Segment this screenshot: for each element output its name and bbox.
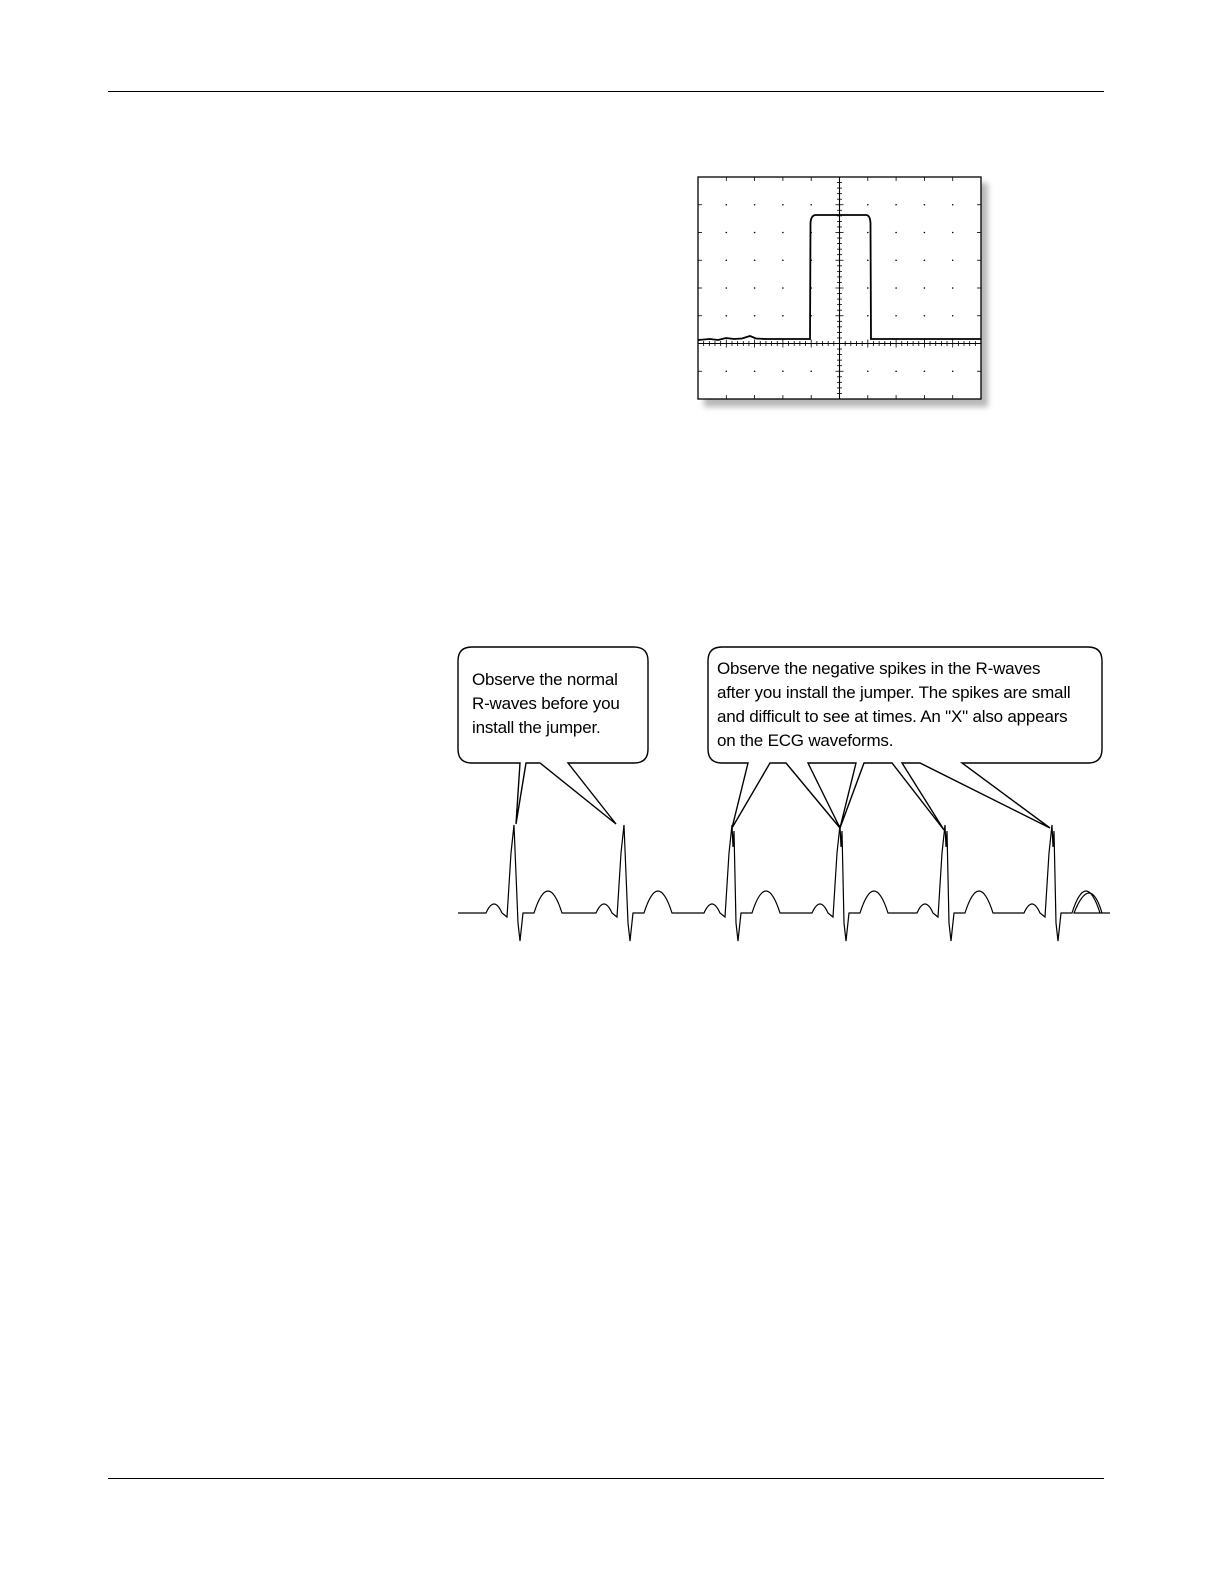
graticule-dot	[924, 287, 926, 289]
graticule-dot	[895, 287, 897, 289]
callout-spikes-text	[717, 657, 1070, 753]
graticule-dot	[952, 343, 954, 345]
graticule-dot	[924, 315, 926, 317]
graticule-dot	[895, 259, 897, 261]
graticule-dot	[924, 259, 926, 261]
graticule-dot	[782, 287, 784, 289]
graticule-dot	[839, 287, 841, 289]
graticule-dot	[839, 204, 841, 206]
graticule-dot	[867, 259, 869, 261]
graticule-dot	[952, 259, 954, 261]
callout-normal-text	[472, 668, 620, 740]
callout-normal-line-1: Observe the normal	[472, 670, 618, 689]
graticule-dot	[839, 232, 841, 234]
callout-normal-line-3: install the jumper.	[472, 718, 601, 737]
graticule-dot	[867, 204, 869, 206]
graticule-dot	[839, 315, 841, 317]
graticule-dot	[810, 370, 812, 372]
graticule-dot	[952, 287, 954, 289]
graticule-dot	[754, 259, 756, 261]
graticule-dot	[952, 370, 954, 372]
header-rule	[108, 91, 1104, 92]
graticule-dot	[952, 315, 954, 317]
graticule-dot	[726, 315, 728, 317]
graticule-dot	[839, 343, 841, 345]
graticule-dot	[754, 204, 756, 206]
graticule-dot	[782, 370, 784, 372]
graticule-dot	[895, 343, 897, 345]
callout-spikes-line-2: after you install the jumper. The spikes are small	[717, 683, 1071, 702]
graticule-dot	[726, 370, 728, 372]
footer-rule	[108, 1478, 1104, 1479]
graticule-dot	[867, 370, 869, 372]
graticule-dot	[895, 204, 897, 206]
graticule-dot	[895, 232, 897, 234]
graticule-dot	[754, 370, 756, 372]
callout-spikes-line-4: on the ECG waveforms.	[717, 731, 894, 750]
graticule-dot	[754, 232, 756, 234]
graticule-dot	[754, 315, 756, 317]
graticule-dot	[924, 232, 926, 234]
graticule-dot	[924, 204, 926, 206]
graticule-dot	[924, 370, 926, 372]
graticule-dot	[952, 232, 954, 234]
graticule-dot	[782, 204, 784, 206]
graticule-dot	[952, 204, 954, 206]
graticule-dot	[782, 315, 784, 317]
graticule-dot	[810, 343, 812, 345]
graticule-dot	[867, 287, 869, 289]
graticule-dot	[754, 343, 756, 345]
graticule-dot	[895, 315, 897, 317]
graticule-dot	[839, 259, 841, 261]
graticule-dot	[726, 204, 728, 206]
graticule-dot	[895, 370, 897, 372]
graticule-dot	[726, 232, 728, 234]
oscilloscope-screen	[696, 175, 996, 425]
graticule-dot	[867, 315, 869, 317]
graticule-dot	[867, 232, 869, 234]
graticule-dot	[810, 204, 812, 206]
graticule-dot	[839, 370, 841, 372]
ecg-waveform	[458, 825, 1110, 941]
callout-normal-line-2: R-waves before you	[472, 694, 620, 713]
graticule-dot	[782, 259, 784, 261]
callout-spikes-line-1: Observe the negative spikes in the R-waves	[717, 659, 1041, 678]
graticule-dot	[726, 343, 728, 345]
graticule-dot	[726, 259, 728, 261]
graticule-dot	[782, 232, 784, 234]
graticule-dot	[867, 343, 869, 345]
graticule-dot	[754, 287, 756, 289]
callout-spikes-line-3: and difficult to see at times. An "X" also appears	[717, 707, 1068, 726]
graticule-dot	[726, 287, 728, 289]
oscilloscope-figure	[696, 175, 996, 425]
graticule-dot	[782, 343, 784, 345]
graticule-dot	[924, 343, 926, 345]
